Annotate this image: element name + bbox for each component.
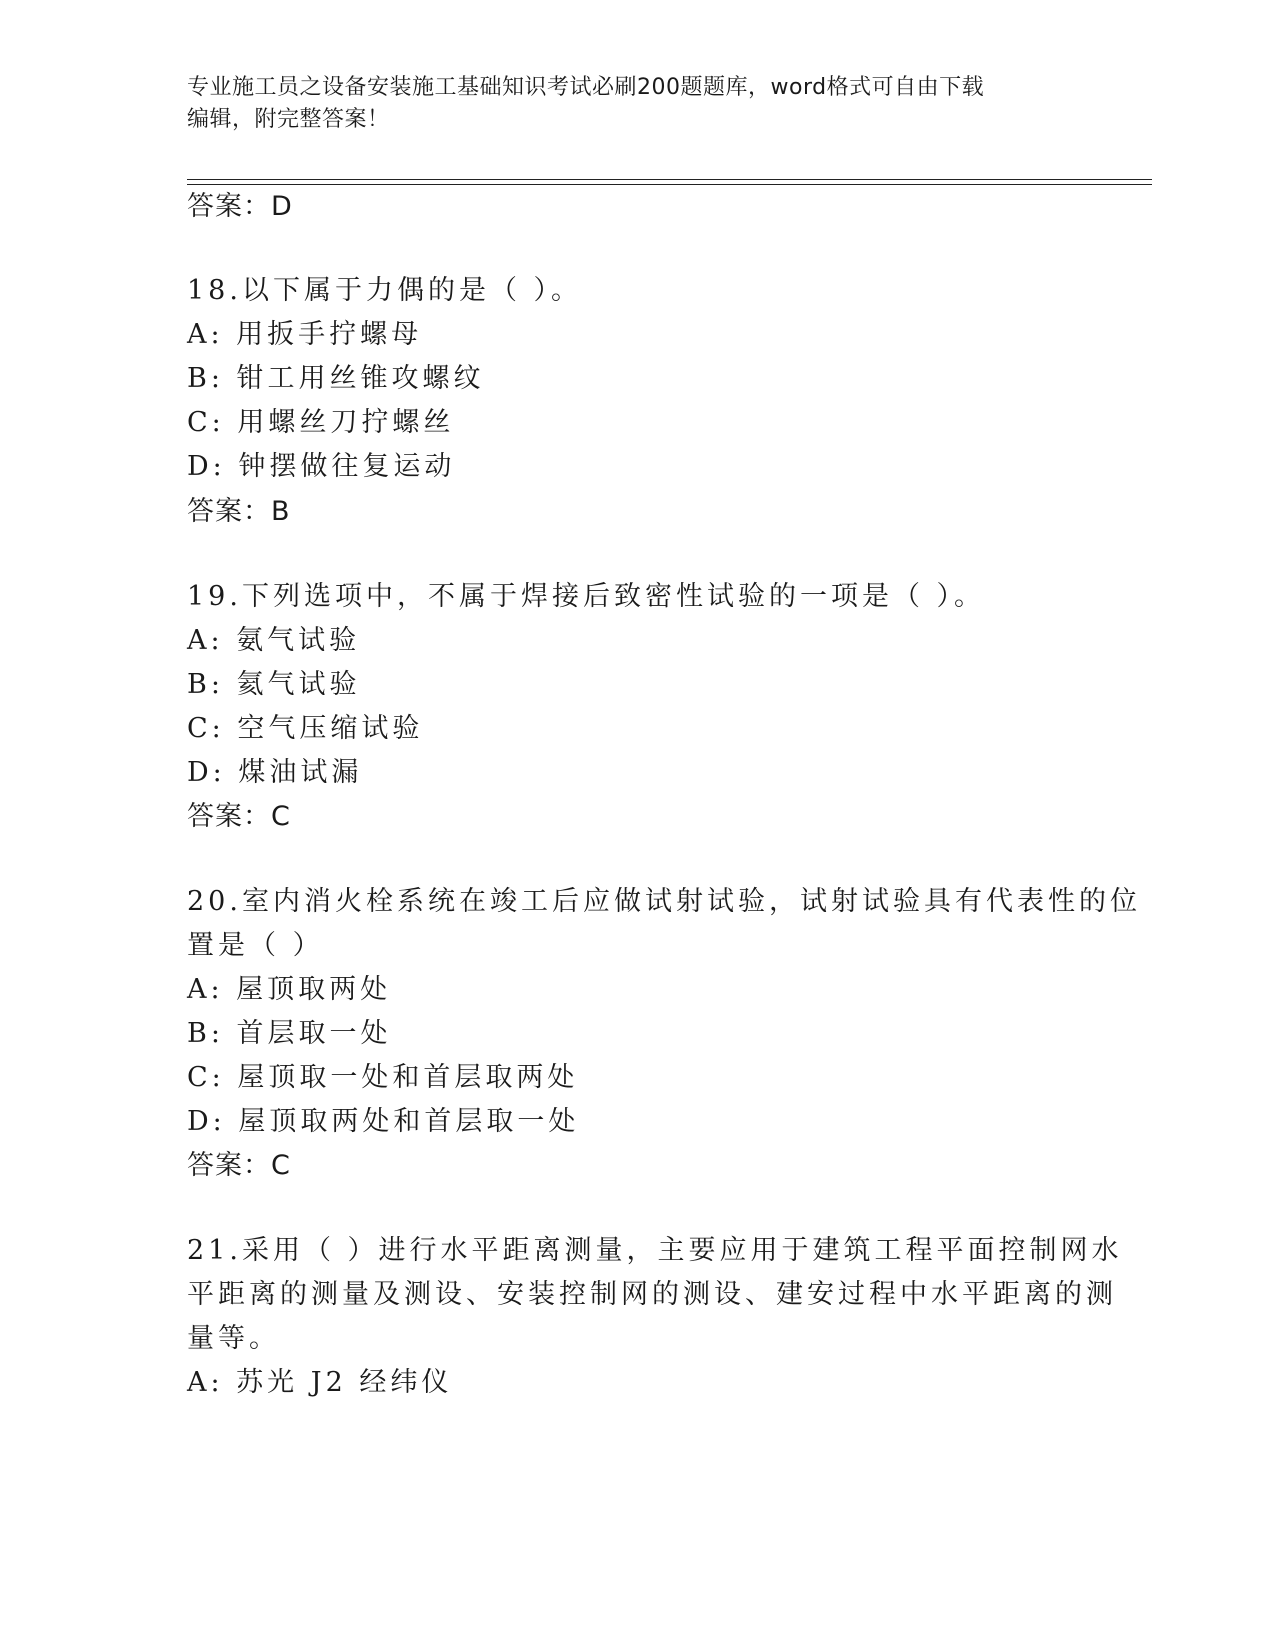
- header-line-1: 专业施工员之设备安装施工基础知识考试必刷200题题库，word格式可自由下载: [187, 75, 985, 100]
- question-18-option-b: B: 钳工用丝锥攻螺纹: [187, 363, 485, 394]
- question-20-answer: 答案：C: [187, 1150, 291, 1181]
- question-19-stem: 19.下列选项中，不属于焊接后致密性试验的一项是（ ）。: [187, 581, 986, 612]
- question-18-answer: 答案：B: [187, 496, 291, 527]
- question-19-option-c: C: 空气压缩试验: [187, 713, 424, 744]
- question-21-stem-line-2: 平距离的测量及测设、安装控制网的测设、建安过程中水平距离的测: [187, 1279, 1117, 1310]
- question-20-option-a: A: 屋顶取两处: [187, 974, 392, 1005]
- question-20-stem-line-1: 20.室内消火栓系统在竣工后应做试射试验，试射试验具有代表性的位: [187, 886, 1141, 917]
- question-19-option-d: D: 煤油试漏: [187, 757, 363, 788]
- question-18-stem: 18.以下属于力偶的是（ ）。: [187, 275, 583, 306]
- header-rule-bottom: [187, 184, 1152, 185]
- question-21-stem-line-1: 21.采用（ ）进行水平距离测量，主要应用于建筑工程平面控制网水: [187, 1235, 1123, 1266]
- question-19-option-a: A: 氨气试验: [187, 625, 361, 656]
- question-21-stem-line-3: 量等。: [187, 1323, 280, 1354]
- question-20-stem-line-2: 置是（ ）: [187, 930, 324, 961]
- question-21-option-a: A: 苏光 J2 经纬仪: [187, 1367, 453, 1398]
- question-20-option-d: D: 屋顶取两处和首层取一处: [187, 1106, 580, 1137]
- question-18-option-a: A: 用扳手拧螺母: [187, 319, 423, 350]
- header-line-2: 编辑，附完整答案！: [187, 107, 390, 132]
- question-20-option-b: B: 首层取一处: [187, 1018, 392, 1049]
- document-header: [187, 72, 1067, 136]
- question-18-option-c: C: 用螺丝刀拧螺丝: [187, 407, 455, 438]
- question-19-option-b: B: 氦气试验: [187, 669, 361, 700]
- answer-previous: 答案：D: [187, 191, 293, 222]
- question-19-answer: 答案：C: [187, 801, 291, 832]
- question-20-option-c: C: 屋顶取一处和首层取两处: [187, 1062, 579, 1093]
- question-18-option-d: D: 钟摆做往复运动: [187, 451, 456, 482]
- header-rule-top: [187, 179, 1152, 180]
